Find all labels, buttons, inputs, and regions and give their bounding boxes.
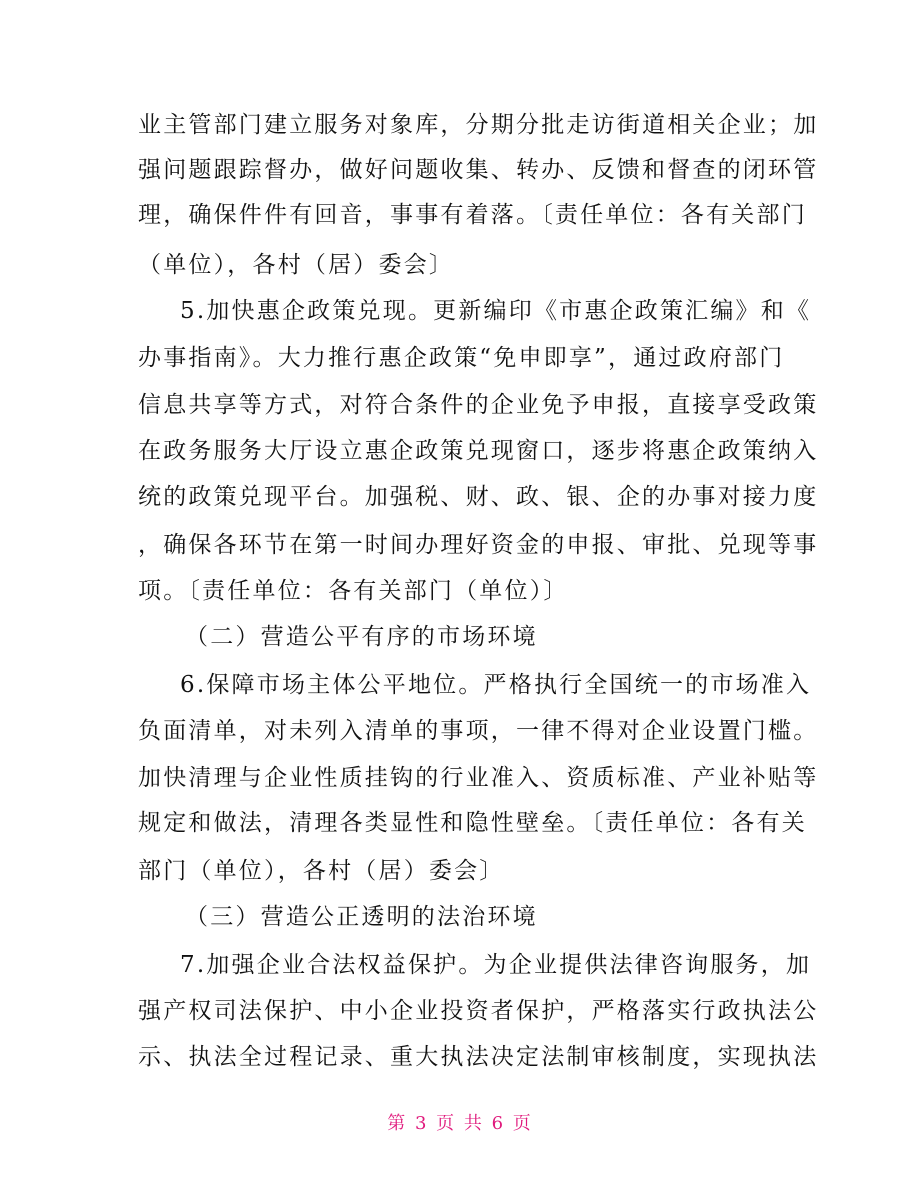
paragraph-start-line: 5.加快惠企政策兑现。更新编印《市惠企政策汇编》和《 [180,298,812,324]
body-text-line: 加快清理与企业性质挂钩的行业准入、资质标准、产业补贴等 [138,765,819,791]
paragraph-start-line: 6.保障市场主体公平地位。严格执行全国统一的市场准入 [180,672,812,698]
body-text-line: 负面清单，对未列入清单的事项，一律不得对企业设置门槛。 [138,718,819,744]
body-text-line: 信息共享等方式，对符合条件的企业免予申报，直接享受政策 [138,392,819,418]
body-text-line: 统的政策兑现平台。加强税、财、政、银、企的办事对接力度 [138,484,819,510]
body-text-line: 项。〔责任单位：各有关部门（单位）〕 [138,578,569,604]
section-heading: （三）营造公正透明的法治环境 [185,904,538,930]
paragraph-start-line: 7.加强企业合法权益保护。为企业提供法律咨询服务，加 [180,952,812,978]
body-text-line: 强产权司法保护、中小企业投资者保护，严格落实行政执法公 [138,998,819,1024]
body-text-line: 理，确保件件有回音，事事有着落。〔责任单位：各有关部门 [138,202,807,228]
body-text-line: 强问题跟踪督办，做好问题收集、转办、反馈和督查的闭环管 [138,157,819,183]
body-text-line: 部门（单位），各村（居）委会〕 [138,858,505,884]
body-text-line: 规定和做法，清理各类显性和隐性壁垒。〔责任单位：各有关 [138,810,807,836]
section-heading: （二）营造公平有序的市场环境 [185,624,538,650]
body-text-line: 在政务服务大厅设立惠企政策兑现窗口，逐步将惠企政策纳入 [138,438,819,464]
body-text-line: （单位），各村（居）委会〕 [138,252,455,278]
body-text-line: 办事指南》。大力推行惠企政策“免申即享”，通过政府部门 [138,345,785,371]
body-text-line: 业主管部门建立服务对象库，分期分批走访街道相关企业；加 [138,112,819,138]
body-text-line: 示、执法全过程记录、重大执法决定法制审核制度，实现执法 [138,1044,819,1070]
body-text-line: ，确保各环节在第一时间办理好资金的申报、审批、兑现等事 [138,532,819,558]
page-footer: 第 3 页 共 6 页 [387,1113,533,1134]
